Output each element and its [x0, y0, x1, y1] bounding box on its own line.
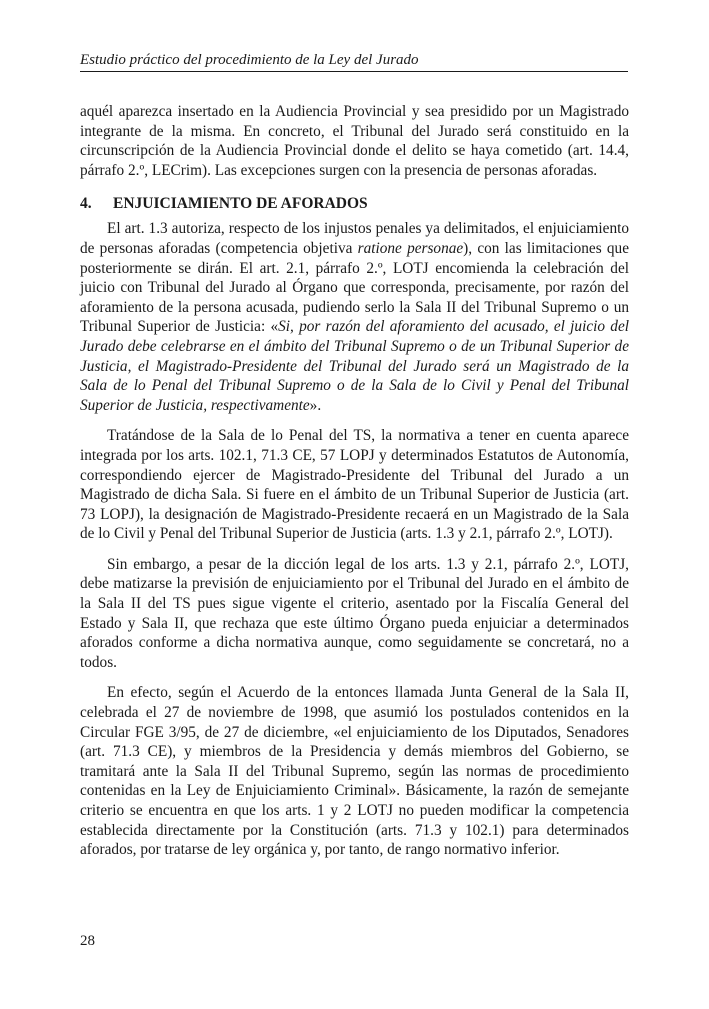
header-rule	[80, 71, 628, 72]
page-number: 28	[80, 933, 95, 949]
section-number: 4.	[80, 195, 92, 213]
page-body	[80, 102, 629, 860]
paragraph-sala-penal: Tratándose de la Sala de lo Penal del TS, la normativa a tener en cuenta aparece integrada por los arts. 102.1, 71.3 CE, 57 LOPJ y determinados Estatutos de Autonomía, correspondiendo ejercer de Magistrado-Presidente del Tribunal del Jurado a un Magistrado de dicha Sala. Si fuere en el ámbito de un Tribunal Superior de Justicia (art. 73 LOPJ), la designación de Magistrado-Presidente recaerá en un Magistrado de la Sala de lo Civil y Penal del Tribunal Superior de Justicia (arts. 1.3 y 2.1, párrafo 2.º, LOTJ).	[80, 427, 629, 543]
running-head: Estudio práctico del procedimiento de la Ley del Jurado	[80, 52, 419, 68]
paragraph-continuation: aquél aparezca insertado en la Audiencia Provincial y sea presidido por un Magistrado integrante de la misma. En concreto, el Tribunal del Jurado será constituido en la circunscripción de la Audiencia Provincial donde el delito se haya cometido (art. 14.4, párrafo 2.º, LECrim). Las excepciones surgen con la presencia de personas aforadas.	[80, 103, 629, 179]
p1-quoted-law: Si, por razón del aforamiento del acusado, el juicio del Jurado debe celebrarse en el ámbito del Tribunal Supremo o de un Tribunal Superior de Justicia, el Magistrado-Presidente del Tribunal del Jurado será un Magistrado de la Sala de lo Penal del Tribunal Supremo o de la Sala de lo Civil y Penal del Tribunal Superior de Justicia, respectivamente	[80, 318, 629, 414]
paragraph-sin-embargo: Sin embargo, a pesar de la dicción legal de los arts. 1.3 y 2.1, párrafo 2.º, LOTJ, debe matizarse la previsión de enjuiciamiento por el Tribunal del Jurado en el ámbito de la Sala II del TS pues sigue vigente el criterio, asentado por la Fiscalía General del Estado y Sala II, que rechaza que este último Órgano pueda enjuiciar a determinados aforados conforme a dicha normativa aunque, como seguidamente se concretará, no a todos.	[80, 555, 629, 671]
p1-latin-term: ratione personae	[357, 239, 464, 257]
paragraph-aforados-intro	[80, 219, 629, 415]
p1-text-a: El art. 1.3 autoriza, respecto de los injustos penales ya delimitados, el enjuiciamiento de personas aforadas (competencia objetiva	[80, 220, 629, 257]
p1-text-e: ».	[309, 396, 322, 414]
p1-text-c: ), con las limitaciones que posteriormente se dirán. El art. 2.1, párrafo 2.º, LOTJ encomienda la celebración del juicio con Tribunal del Jurado al Órgano que corresponda, precisamente, por razón del aforamiento de la persona acusada, pudiendo serlo la Sala II del Tribunal Supremo o un Tribunal Superior de Justicia: «	[80, 239, 629, 336]
section-title: ENJUICIAMIENTO DE AFORADOS	[113, 195, 368, 213]
section-heading	[80, 194, 629, 214]
paragraph-en-efecto: En efecto, según el Acuerdo de la entonces llamada Junta General de la Sala II, celebrada el 27 de noviembre de 1998, que asumió los postulados contenidos en la Circular FGE 3/95, de 27 de diciembre, «el enjuiciamiento de los Diputados, Senadores (art. 71.3 CE), y miembros de la Presidencia y demás miembros del Gobierno, se tramitará ante la Sala II del Tribunal Supremo, según las normas de procedimiento contenidas en la Ley de Enjuiciamiento Criminal». Básicamente, la razón de semejante criterio se encuentra en que los arts. 1 y 2 LOTJ no pueden modificar la competencia establecida directamente por la Constitución (arts. 71.3 y 102.1) para determinados aforados, por tratarse de ley orgánica y, por tanto, de rango normativo inferior.	[80, 684, 629, 859]
